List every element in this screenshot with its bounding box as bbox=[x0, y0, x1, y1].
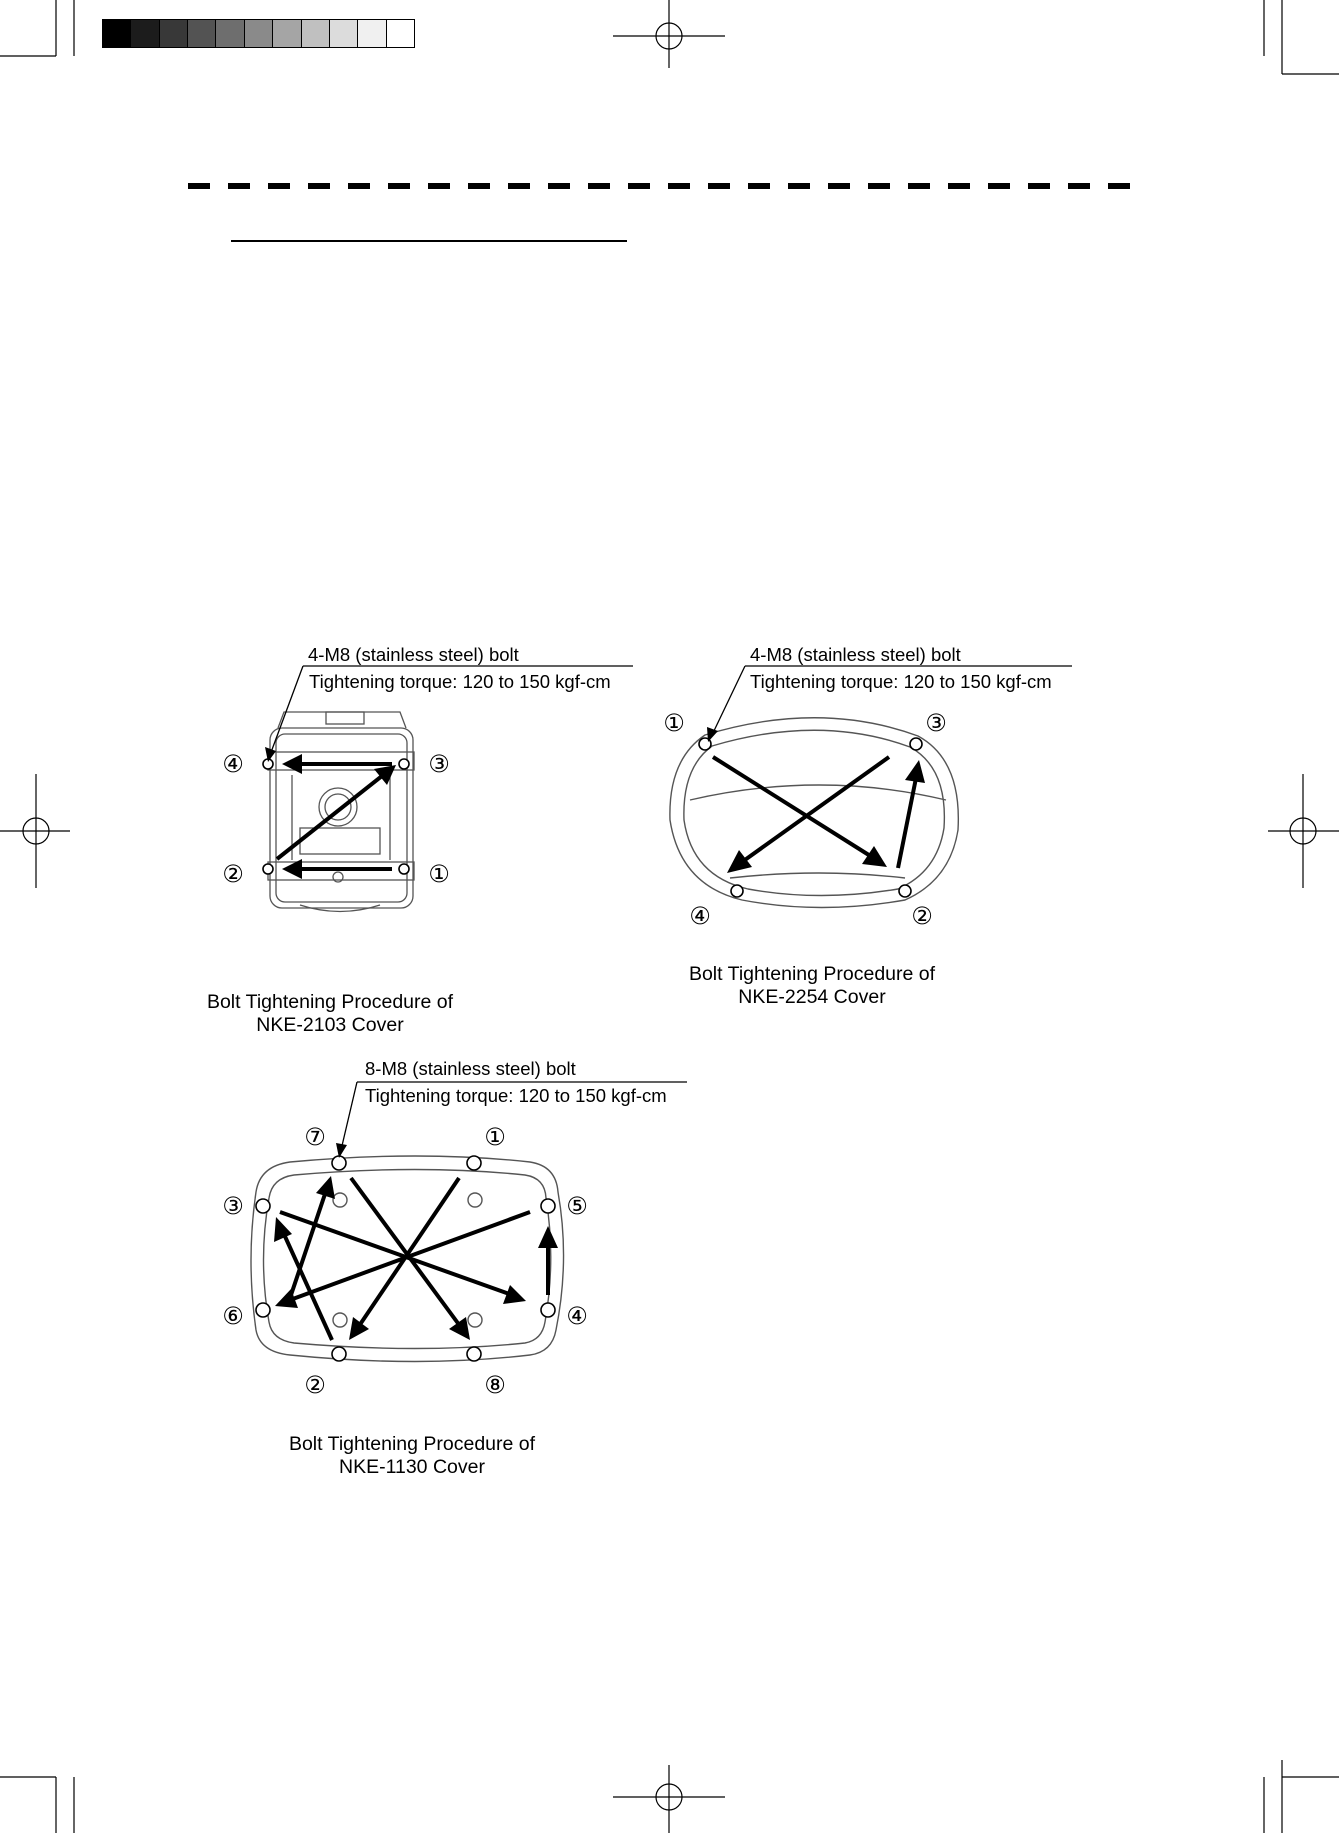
nke-2103-caption-line2: NKE-2103 Cover bbox=[256, 1014, 404, 1036]
nke-2254-bolt-number-1: ① bbox=[663, 709, 685, 737]
nke-2254-caption-line1: Bolt Tightening Procedure of bbox=[688, 963, 936, 985]
nke-2254-bolt-number-3: ③ bbox=[925, 709, 947, 737]
nke-1130-bolt-number-2: ② bbox=[304, 1371, 326, 1399]
nke-2103-torque-label: Tightening torque: 120 to 150 kgf-cm bbox=[309, 671, 611, 692]
nke-1130-caption-line2: NKE-1130 Cover bbox=[339, 1456, 485, 1478]
nke-2103-bolt-number-1: ① bbox=[428, 860, 450, 888]
nke-1130-caption bbox=[289, 1433, 535, 1479]
nke-2103-bolt-number-4: ④ bbox=[222, 750, 244, 778]
nke-2254-bolt-number-2: ② bbox=[911, 902, 933, 930]
nke-1130-bolt-number-1: ① bbox=[484, 1123, 506, 1151]
nke-2254-bolt-number-4: ④ bbox=[689, 902, 711, 930]
nke-1130-bolt-number-4: ④ bbox=[566, 1302, 588, 1330]
nke-2103-bolt-number-2: ② bbox=[222, 860, 244, 888]
nke-1130-bolt-number-3: ③ bbox=[222, 1192, 244, 1220]
nke-2254-caption-line2: NKE-2254 Cover bbox=[738, 986, 886, 1008]
nke-2103-bolt-number-3: ③ bbox=[428, 750, 450, 778]
nke-1130-caption-line1: Bolt Tightening Procedure of bbox=[288, 1433, 536, 1455]
nke-2254-bolt-label: 4-M8 (stainless steel) bolt bbox=[750, 644, 961, 665]
nke-1130-bolt-number-8: ⑧ bbox=[484, 1371, 506, 1399]
nke-2254-torque-label: Tightening torque: 120 to 150 kgf-cm bbox=[750, 671, 1052, 692]
nke-1130-bolt-number-7: ⑦ bbox=[304, 1123, 326, 1151]
nke-2103-bolt-label: 4-M8 (stainless steel) bolt bbox=[308, 644, 519, 665]
nke-1130-bolt-label: 8-M8 (stainless steel) bolt bbox=[365, 1058, 576, 1079]
nke-1130-bolt-number-5: ⑤ bbox=[566, 1192, 588, 1220]
nke-2103-caption-line1: Bolt Tightening Procedure of bbox=[206, 991, 454, 1013]
nke-1130-torque-label: Tightening torque: 120 to 150 kgf-cm bbox=[365, 1085, 667, 1106]
nke-1130-bolt-number-6: ⑥ bbox=[222, 1302, 244, 1330]
